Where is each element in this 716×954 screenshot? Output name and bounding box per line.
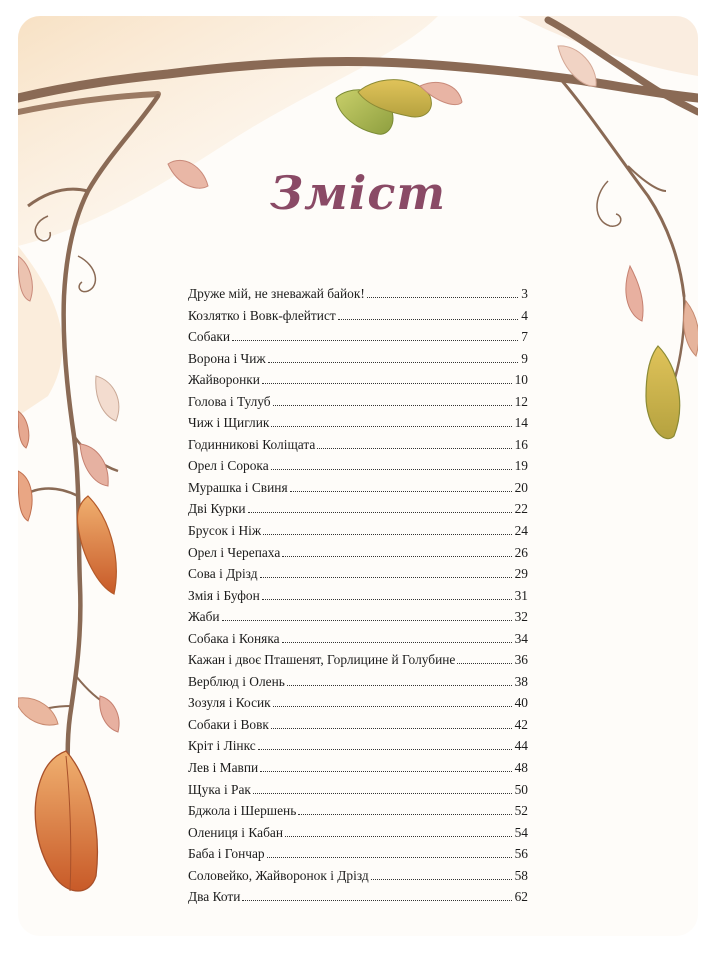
toc-entry xyxy=(188,563,528,585)
toc-entry-leader xyxy=(271,426,511,427)
toc-entry-title: Друже мій, не зневажай байок! xyxy=(188,286,365,301)
toc-entry-page: 56 xyxy=(514,846,528,862)
toc-entry xyxy=(188,283,528,305)
toc-entry xyxy=(188,606,528,628)
toc-entry-page: 10 xyxy=(514,372,528,388)
leaf xyxy=(18,471,32,521)
toc-entry-title: Брусок і Ніж xyxy=(188,523,262,539)
toc-entry-leader xyxy=(263,534,512,535)
toc-entry-leader xyxy=(260,577,512,578)
leaf xyxy=(96,376,119,421)
toc-entry-title: Дві Курки xyxy=(188,501,246,517)
toc-entry-page: 29 xyxy=(514,566,528,582)
toc-entry-title: Зозуля і Косик xyxy=(188,695,271,711)
toc-entry-page: 40 xyxy=(514,695,528,711)
leaf xyxy=(80,444,108,486)
toc-entry-page: 50 xyxy=(514,781,528,797)
toc-entry-title: Годинникові Коліщата xyxy=(188,436,316,452)
toc-entry-title: Мурашка і Свиня xyxy=(188,479,288,495)
toc-entry xyxy=(188,498,528,520)
toc-entry-leader xyxy=(271,469,512,470)
toc-entry-leader xyxy=(232,340,518,341)
toc-entry-title: Сова і Дрізд xyxy=(188,566,258,582)
toc-entry-leader xyxy=(285,836,512,837)
toc-entry-title: Голова і Тулуб xyxy=(188,393,271,409)
table-of-contents xyxy=(188,283,528,908)
toc-entry-leader xyxy=(253,793,512,794)
toc-entry-title: Орел і Сорока xyxy=(188,458,269,474)
toc-entry-page: 16 xyxy=(514,436,528,452)
tendril xyxy=(78,256,95,292)
toc-entry-leader xyxy=(248,512,512,513)
toc-entry-title: Змія і Буфон xyxy=(188,587,260,603)
toc-entry-leader xyxy=(338,319,519,320)
toc-entry xyxy=(188,843,528,865)
toc-entry-leader xyxy=(282,556,511,557)
toc-entry-leader xyxy=(287,685,512,686)
toc-entry-page: 3 xyxy=(521,286,528,301)
toc-entry-page: 58 xyxy=(514,867,528,883)
toc-entry-title: Бджола і Шершень xyxy=(188,803,297,819)
toc-entry xyxy=(188,520,528,542)
toc-entry-leader xyxy=(262,383,512,384)
watercolor-wash xyxy=(518,16,698,76)
toc-entry xyxy=(188,757,528,779)
book-page xyxy=(18,16,698,936)
toc-entry-title: Собаки xyxy=(188,329,231,345)
toc-entry-title: Лев і Мавпи xyxy=(188,760,259,776)
toc-entry-page: 22 xyxy=(514,501,528,517)
toc-entry-page: 19 xyxy=(514,458,528,474)
toc-entry xyxy=(188,391,528,413)
toc-entry-page: 52 xyxy=(514,803,528,819)
toc-entry xyxy=(188,628,528,650)
toc-entry xyxy=(188,735,528,757)
toc-entry-page: 24 xyxy=(514,523,528,539)
toc-entry-page: 31 xyxy=(514,587,528,603)
toc-entry-leader xyxy=(317,448,511,449)
toc-entry-page: 42 xyxy=(514,716,528,732)
toc-entry xyxy=(188,434,528,456)
toc-entry xyxy=(188,455,528,477)
toc-entry xyxy=(188,348,528,370)
toc-entry-page: 44 xyxy=(514,738,528,754)
toc-entry-title: Соловейко, Жайворонок і Дрізд xyxy=(188,867,369,883)
toc-entry-page: 14 xyxy=(514,415,528,431)
toc-entry-leader xyxy=(242,900,511,901)
toc-entry-leader xyxy=(222,620,512,621)
toc-entry-title: Чиж і Щиглик xyxy=(188,415,270,431)
toc-entry-title: Собака і Коняка xyxy=(188,630,280,646)
toc-entry-page: 54 xyxy=(514,824,528,840)
toc-entry-leader xyxy=(273,405,512,406)
leaf xyxy=(646,346,680,439)
toc-entry xyxy=(188,822,528,844)
toc-entry-leader xyxy=(268,362,519,363)
leaf xyxy=(77,496,116,594)
toc-entry-leader xyxy=(371,879,512,880)
toc-entry-page: 9 xyxy=(521,350,528,366)
toc-entry-page: 34 xyxy=(514,630,528,646)
toc-entry-title: Орел і Черепаха xyxy=(188,544,281,560)
toc-entry-page: 20 xyxy=(514,479,528,495)
toc-entry xyxy=(188,649,528,671)
toc-entry xyxy=(188,800,528,822)
toc-entry-page: 36 xyxy=(514,652,528,668)
leaf xyxy=(626,266,643,321)
toc-entry-page: 62 xyxy=(514,889,528,905)
leaf xyxy=(684,301,698,356)
toc-entry-page: 12 xyxy=(514,393,528,409)
leaf xyxy=(35,751,97,891)
leaf xyxy=(100,696,119,732)
toc-entry xyxy=(188,477,528,499)
toc-entry xyxy=(188,714,528,736)
toc-entry xyxy=(188,865,528,887)
toc-entry xyxy=(188,779,528,801)
toc-entry-title: Два Коти xyxy=(188,889,241,905)
toc-entry-title: Верблюд і Олень xyxy=(188,673,285,689)
toc-entry-leader xyxy=(260,771,511,772)
toc-entry-leader xyxy=(367,297,518,298)
toc-entry-title: Козлятко і Вовк-флейтист xyxy=(188,307,336,323)
toc-entry-leader xyxy=(298,814,511,815)
toc-entry-title: Кріт і Лінкс xyxy=(188,738,256,754)
toc-entry-page: 32 xyxy=(514,609,528,625)
toc-entry-leader xyxy=(262,599,512,600)
toc-entry-page: 7 xyxy=(521,329,528,345)
toc-entry xyxy=(188,369,528,391)
toc-entry-title: Жаби xyxy=(188,609,220,625)
toc-entry-title: Кажан і двоє Пташенят, Горлицине й Голубине xyxy=(188,652,456,668)
leaf xyxy=(18,411,29,448)
toc-entry-leader xyxy=(267,857,512,858)
toc-entry-title: Олениця і Кабан xyxy=(188,824,283,840)
toc-entry-title: Щука і Рак xyxy=(188,781,251,797)
toc-entry xyxy=(188,326,528,348)
page-title: Зміст xyxy=(269,166,447,220)
toc-entry-leader xyxy=(271,728,512,729)
toc-entry xyxy=(188,412,528,434)
toc-entry-page: 48 xyxy=(514,760,528,776)
toc-entry-leader xyxy=(282,642,512,643)
toc-entry-leader xyxy=(258,749,512,750)
toc-entry-leader xyxy=(290,491,512,492)
toc-entry xyxy=(188,671,528,693)
toc-entry-page: 4 xyxy=(521,307,528,323)
toc-entry xyxy=(188,305,528,327)
toc-entry-page: 26 xyxy=(514,544,528,560)
toc-entry xyxy=(188,692,528,714)
toc-entry xyxy=(188,886,528,908)
toc-entry-title: Ворона і Чиж xyxy=(188,350,266,366)
toc-entry-title: Собаки і Вовк xyxy=(188,716,269,732)
toc-entry-title: Жайворонки xyxy=(188,372,260,388)
toc-entry-page: 38 xyxy=(514,673,528,689)
toc-entry-leader xyxy=(273,706,512,707)
toc-entry xyxy=(188,542,528,564)
toc-entry-leader xyxy=(457,663,511,664)
leaf xyxy=(18,698,58,725)
toc-entry-title: Баба і Гончар xyxy=(188,846,265,862)
toc-entry xyxy=(188,585,528,607)
